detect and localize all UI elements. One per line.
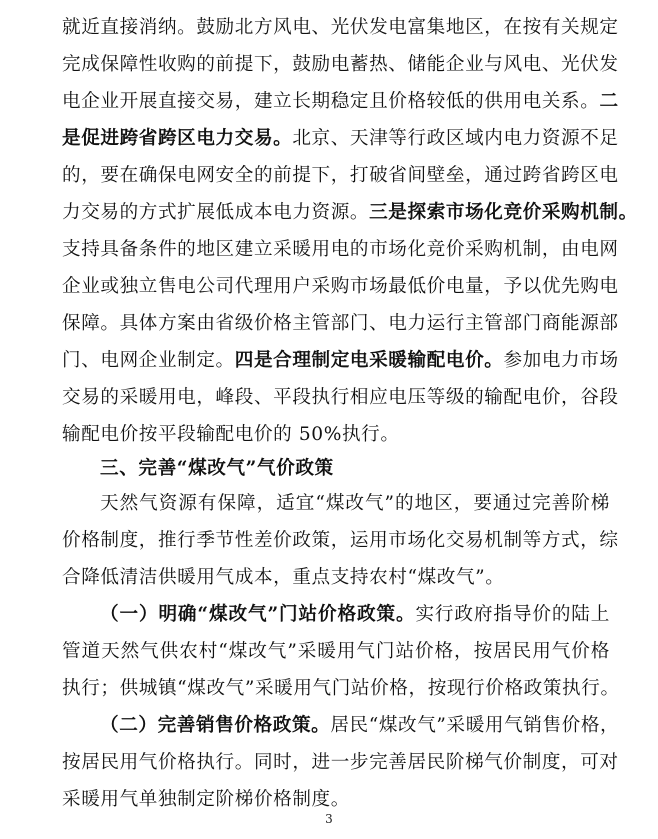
bold-phrase: 三是探索市场化竞价采购机制。 (369, 202, 638, 223)
bold-phrase: 是促进跨省跨区电力交易。 (62, 128, 293, 149)
bold-phrase: 四是合理制定电采暖输配电价。 (234, 350, 504, 371)
text-line: 交易的采暖用电，峰段、平段执行相应电压等级的输配电价，谷段 (62, 387, 619, 408)
text-line: 的，要在确保电网安全的前提下，打破省间壁垒，通过跨省跨区电 (62, 165, 619, 186)
bold-phrase: （一）明确“煤改气”门站价格政策。 (100, 604, 416, 625)
text-line: 管道天然气供农村“煤改气”采暖用气门站价格，按居民用气价格 (62, 641, 610, 662)
text-line: 门、电网企业制定。四是合理制定电采暖输配电价。参加电力市场 (62, 350, 619, 371)
bold-phrase: （二）完善销售价格政策。 (100, 715, 331, 736)
text-line: 合降低清洁供暖用气成本，重点支持农村“煤改气”。 (62, 567, 505, 588)
text-line: 输配电价按平段输配电价的 50%执行。 (62, 424, 400, 445)
text-line: 企业或独立售电公司代理用户采购市场最低价电量，予以优先购电 (62, 276, 619, 297)
text-line: 执行；供城镇“煤改气”采暖用气门站价格，按现行价格政策执行。 (62, 678, 620, 699)
text-line: （一）明确“煤改气”门站价格政策。实行政府指导价的陆上 (100, 604, 610, 625)
bold-phrase: 二 (599, 91, 619, 112)
text-line: 按居民用气价格执行。同时，进一步完善居民阶梯气价制度，可对 (62, 752, 619, 773)
text-line: 保障。具体方案由省级价格主管部门、电力运行主管部门商能源部 (62, 313, 619, 334)
text-line: 天然气资源有保障，适宜“煤改气”的地区，要通过完善阶梯 (100, 493, 610, 514)
text-line: 采暖用气单独制定阶梯价格制度。 (62, 789, 350, 810)
text-line: 电企业开展直接交易，建立长期稳定且价格较低的供用电关系。二 (62, 91, 619, 112)
text-line: 价格制度，推行季节性差价政策，运用市场化交易机制等方式，综 (62, 530, 619, 551)
text-line: 就近直接消纳。鼓励北方风电、光伏发电富集地区，在按有关规定 (62, 17, 619, 38)
page-number: 3 (325, 812, 333, 826)
text-line: （二）完善销售价格政策。居民“煤改气”采暖用气销售价格， (100, 715, 620, 736)
text-line: 是促进跨省跨区电力交易。北京、天津等行政区域内电力资源不足 (62, 128, 619, 149)
text-line: 完成保障性收购的前提下，鼓励电蓄热、储能企业与风电、光伏发 (62, 54, 619, 75)
text-line: 支持具备条件的地区建立采暖用电的市场化竞价采购机制，由电网 (62, 239, 619, 260)
section-heading: 三、完善“煤改气”气价政策 (100, 458, 334, 479)
text-line: 力交易的方式扩展低成本电力资源。三是探索市场化竞价采购机制。 (62, 202, 638, 223)
